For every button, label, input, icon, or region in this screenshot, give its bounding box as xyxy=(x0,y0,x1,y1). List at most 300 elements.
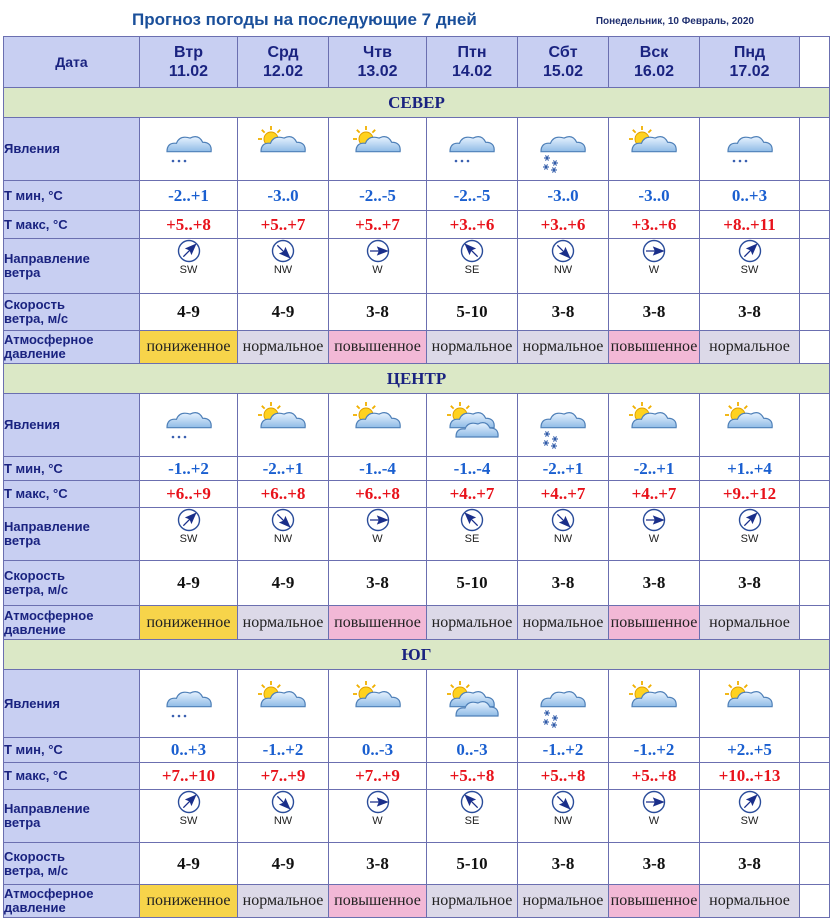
phenomena-cell xyxy=(700,118,800,181)
wind-speed-value: 3-8 xyxy=(329,561,427,606)
phenomena-cell xyxy=(329,670,427,738)
wind-direction-text: SW xyxy=(740,815,759,827)
wind-arrow-icon xyxy=(271,242,295,259)
tmin-label xyxy=(4,181,140,211)
tmax-row xyxy=(4,763,830,790)
wind-speed-value: 4-9 xyxy=(140,561,238,606)
phenomena-cell xyxy=(609,670,700,738)
tmax-row xyxy=(4,211,830,239)
phenomena-row xyxy=(4,394,830,457)
day-date: 15.02 xyxy=(542,63,584,80)
phenomena-cell xyxy=(427,394,518,457)
wind-direction-cell xyxy=(700,239,800,294)
cloud-light-snow-icon xyxy=(442,140,502,157)
cloud-snow-icon xyxy=(533,695,593,712)
pressure-badge: нормальное xyxy=(518,606,609,640)
tmax-value: +7..+9 xyxy=(329,763,427,790)
day-date: 12.02 xyxy=(262,63,304,80)
wind-direction-cell xyxy=(140,239,238,294)
pressure-label-line: Атмосферное xyxy=(4,332,94,347)
phenomena-cell xyxy=(140,118,238,181)
wind-speed-label-line: ветра, м/с xyxy=(4,862,69,878)
partly-cloudy-icon xyxy=(624,140,684,157)
tmin-value: -2..-5 xyxy=(329,181,427,211)
wind-arrow-icon xyxy=(177,793,201,810)
pressure-badge: нормальное xyxy=(700,331,800,364)
tmin-value: -1..+2 xyxy=(518,738,609,763)
tmin-value: -1..-4 xyxy=(329,457,427,481)
tmin-row xyxy=(4,457,830,481)
region-name: ЦЕНТР xyxy=(4,364,830,394)
wind-speed-value: 4-9 xyxy=(140,294,238,331)
pressure-badge: нормальное xyxy=(238,331,329,364)
wind-direction-label-line: ветра xyxy=(4,265,41,280)
wind-direction-cell xyxy=(518,508,609,561)
pressure-badge: повышенное xyxy=(609,331,700,364)
phenomena-cell xyxy=(700,394,800,457)
tmax-value: +5..+8 xyxy=(427,763,518,790)
wind-speed-value: 3-8 xyxy=(518,843,609,885)
pressure-badge: повышенное xyxy=(329,885,427,918)
pressure-badge: нормальное xyxy=(700,885,800,918)
tmax-value: +7..+10 xyxy=(140,763,238,790)
phenomena-label xyxy=(4,670,140,738)
pressure-label-line: давление xyxy=(4,621,66,637)
tmin-label-line: Т мин, °С xyxy=(4,742,63,757)
pressure-badge: нормальное xyxy=(427,885,518,918)
tmax-label xyxy=(4,763,140,790)
tmax-row xyxy=(4,481,830,508)
wind-direction-text: W xyxy=(648,815,660,827)
phenomena-cell xyxy=(238,118,329,181)
wind-direction-label xyxy=(4,790,140,843)
wind-direction-text: NW xyxy=(553,533,573,545)
wind-direction-text: W xyxy=(372,533,383,545)
partly-cloudy-icon xyxy=(348,140,408,157)
tmax-value: +3..+6 xyxy=(609,211,700,239)
wind-speed-value: 3-8 xyxy=(609,294,700,331)
wind-direction-text: SE xyxy=(464,533,480,545)
cloud-light-snow-icon xyxy=(159,416,219,433)
wind-direction-cell xyxy=(700,790,800,843)
pressure-badge: нормальное xyxy=(518,885,609,918)
day-weekday: Птн xyxy=(457,44,487,61)
wind-direction-cell xyxy=(329,790,427,843)
wind-direction-cell xyxy=(238,790,329,843)
tmax-value: +4..+7 xyxy=(518,481,609,508)
day-weekday: Срд xyxy=(267,44,299,61)
wind-direction-cell xyxy=(518,790,609,843)
phenomena-label xyxy=(4,394,140,457)
tmax-value: +5..+8 xyxy=(609,763,700,790)
tmin-label xyxy=(4,457,140,481)
day-weekday: Сбт xyxy=(548,44,578,61)
wind-direction-text: W xyxy=(372,815,383,827)
pressure-label xyxy=(4,331,140,364)
pressure-badge: пониженное xyxy=(140,331,238,364)
cloud-snow-icon xyxy=(533,140,593,157)
tmin-value: -3..0 xyxy=(609,181,700,211)
partly-cloudy-icon xyxy=(624,416,684,433)
wind-arrow-icon xyxy=(642,793,666,810)
wind-direction-cell xyxy=(609,790,700,843)
wind-speed-value: 3-8 xyxy=(700,294,800,331)
tmin-value: -1..+2 xyxy=(140,457,238,481)
wind-direction-cell xyxy=(518,239,609,294)
wind-arrow-icon xyxy=(366,793,390,810)
tmin-value: -1..-4 xyxy=(427,457,518,481)
pressure-badge: пониженное xyxy=(140,885,238,918)
extra-column-cell xyxy=(800,738,830,763)
wind-direction-cell xyxy=(329,239,427,294)
wind-arrow-icon xyxy=(551,511,575,528)
day-header xyxy=(427,37,518,88)
wind-direction-text: SW xyxy=(740,264,759,276)
extra-column-cell xyxy=(800,239,830,294)
day-date: 16.02 xyxy=(633,63,675,80)
partly-cloudy-icon xyxy=(253,695,313,712)
partly-cloudy-icon xyxy=(720,416,780,433)
wind-arrow-icon xyxy=(460,242,484,259)
pressure-badge: нормальное xyxy=(427,606,518,640)
wind-direction-text: SW xyxy=(179,264,198,276)
wind-direction-cell xyxy=(427,239,518,294)
extra-column-cell xyxy=(800,294,830,331)
extra-column-cell xyxy=(800,606,830,640)
phenomena-label-line: Явления xyxy=(4,141,60,156)
wind-direction-text: W xyxy=(648,264,660,276)
tmin-value: -1..+2 xyxy=(609,738,700,763)
partly-cloudy-icon xyxy=(348,416,408,433)
wind-arrow-icon xyxy=(551,242,575,259)
phenomena-label-line: Явления xyxy=(4,417,60,432)
tmax-label-line: Т макс, °С xyxy=(4,216,68,232)
wind-speed-label xyxy=(4,294,140,331)
wind-speed-row xyxy=(4,843,830,885)
wind-direction-text: SW xyxy=(179,815,198,827)
day-header xyxy=(238,37,329,88)
phenomena-cell xyxy=(238,670,329,738)
wind-direction-text: SW xyxy=(740,533,759,545)
wind-speed-value: 5-10 xyxy=(427,843,518,885)
day-header xyxy=(609,37,700,88)
phenomena-cell xyxy=(329,394,427,457)
wind-direction-label-line: Направление xyxy=(4,801,90,816)
phenomena-cell xyxy=(427,118,518,181)
tmin-label xyxy=(4,738,140,763)
wind-speed-label-line: Скорость xyxy=(4,568,65,583)
phenomena-cell xyxy=(427,670,518,738)
tmin-value: -2..+1 xyxy=(238,457,329,481)
partly-cloudy-icon xyxy=(348,695,408,712)
phenomena-cell xyxy=(518,394,609,457)
wind-arrow-icon xyxy=(738,793,762,810)
wind-direction-cell xyxy=(700,508,800,561)
region-name: СЕВЕР xyxy=(4,88,830,118)
day-header xyxy=(329,37,427,88)
wind-direction-cell xyxy=(238,508,329,561)
extra-column-cell xyxy=(800,37,830,88)
extra-column-cell xyxy=(800,843,830,885)
phenomena-cell xyxy=(609,394,700,457)
extra-column-cell xyxy=(800,763,830,790)
day-date: 11.02 xyxy=(168,63,209,80)
wind-arrow-icon xyxy=(642,242,666,259)
cloud-light-snow-icon xyxy=(159,695,219,712)
tmin-value: -2..+1 xyxy=(518,457,609,481)
wind-speed-value: 3-8 xyxy=(518,294,609,331)
pressure-badge: повышенное xyxy=(329,331,427,364)
tmin-value: -2..+1 xyxy=(140,181,238,211)
pressure-badge: нормальное xyxy=(700,606,800,640)
wind-arrow-icon xyxy=(460,511,484,528)
tmax-value: +5..+7 xyxy=(238,211,329,239)
wind-direction-text: NW xyxy=(553,815,573,827)
phenomena-label-line: Явления xyxy=(4,695,60,711)
wind-direction-label-line: ветра xyxy=(4,533,41,548)
wind-direction-text: NW xyxy=(273,815,293,827)
phenomena-cell xyxy=(518,670,609,738)
phenomena-row xyxy=(4,670,830,738)
wind-arrow-icon xyxy=(366,511,390,528)
tmax-value: +7..+9 xyxy=(238,763,329,790)
phenomena-row xyxy=(4,118,830,181)
cloud-snow-icon xyxy=(533,416,593,433)
extra-column-cell xyxy=(800,670,830,738)
day-date: 14.02 xyxy=(451,63,493,80)
wind-direction-cell xyxy=(609,239,700,294)
wind-speed-value: 3-8 xyxy=(329,843,427,885)
wind-speed-label xyxy=(4,561,140,606)
day-weekday: Вск xyxy=(639,44,669,61)
wind-direction-cell xyxy=(427,508,518,561)
wind-speed-value: 5-10 xyxy=(427,561,518,606)
sun-cloud-overcast-icon xyxy=(442,416,502,433)
pressure-badge: нормальное xyxy=(238,885,329,918)
wind-arrow-icon xyxy=(271,511,295,528)
wind-speed-label-line: ветра, м/с xyxy=(4,582,69,597)
extra-column-cell xyxy=(800,790,830,843)
wind-arrow-icon xyxy=(642,511,666,528)
wind-direction-text: NW xyxy=(273,533,293,545)
tmax-value: +5..+8 xyxy=(518,763,609,790)
tmax-label-line: Т макс, °С xyxy=(4,768,68,783)
forecast-table xyxy=(3,36,830,918)
day-weekday: Пнд xyxy=(733,44,766,61)
pressure-badge: нормальное xyxy=(238,606,329,640)
pressure-label-line: давление xyxy=(4,346,66,361)
pressure-row xyxy=(4,885,830,918)
tmax-value: +4..+7 xyxy=(427,481,518,508)
tmax-value: +5..+8 xyxy=(140,211,238,239)
wind-direction-text: W xyxy=(372,264,383,276)
wind-direction-cell xyxy=(427,790,518,843)
wind-speed-row xyxy=(4,294,830,331)
phenomena-label xyxy=(4,118,140,181)
sun-cloud-overcast-icon xyxy=(442,695,502,712)
tmax-value: +3..+6 xyxy=(518,211,609,239)
wind-arrow-icon xyxy=(738,511,762,528)
tmax-value: +4..+7 xyxy=(609,481,700,508)
wind-direction-label xyxy=(4,239,140,294)
wind-arrow-icon xyxy=(738,242,762,259)
wind-speed-value: 3-8 xyxy=(329,294,427,331)
wind-direction-label-line: Направление xyxy=(4,519,90,534)
wind-direction-cell xyxy=(140,508,238,561)
wind-direction-row xyxy=(4,790,830,843)
wind-speed-label xyxy=(4,843,140,885)
wind-direction-text: W xyxy=(648,533,660,545)
pressure-badge: повышенное xyxy=(609,606,700,640)
wind-direction-text: SE xyxy=(464,815,480,827)
cloudy-sunny-icon xyxy=(624,695,684,712)
region-section-row xyxy=(4,88,830,118)
page-title: Прогноз погоды на последующие 7 дней xyxy=(132,10,477,29)
tmax-value: +9..+12 xyxy=(700,481,800,508)
tmin-value: +2..+5 xyxy=(700,738,800,763)
pressure-row xyxy=(4,606,830,640)
tmax-value: +6..+8 xyxy=(329,481,427,508)
wind-arrow-icon xyxy=(177,242,201,259)
wind-direction-text: SW xyxy=(179,533,198,545)
partly-cloudy-icon xyxy=(253,140,313,157)
wind-direction-row xyxy=(4,508,830,561)
extra-column-cell xyxy=(800,481,830,508)
wind-arrow-icon xyxy=(551,793,575,810)
tmax-label xyxy=(4,211,140,239)
tmin-row xyxy=(4,738,830,763)
phenomena-cell xyxy=(700,670,800,738)
wind-direction-text: SE xyxy=(464,264,480,276)
wind-direction-cell xyxy=(140,790,238,843)
tmin-value: -3..0 xyxy=(238,181,329,211)
tmin-value: -2..+1 xyxy=(609,457,700,481)
tmin-value: +1..+4 xyxy=(700,457,800,481)
wind-direction-text: NW xyxy=(273,264,293,276)
tmax-value: +3..+6 xyxy=(427,211,518,239)
tmin-label-line: Т мин, °С xyxy=(4,187,63,203)
wind-speed-value: 3-8 xyxy=(700,561,800,606)
wind-direction-label-line: Направление xyxy=(4,251,90,266)
partly-cloudy-icon xyxy=(253,416,313,433)
wind-speed-label-line: ветра, м/с xyxy=(4,311,69,326)
wind-direction-cell xyxy=(238,239,329,294)
pressure-label xyxy=(4,885,140,918)
wind-direction-row xyxy=(4,239,830,294)
pressure-row xyxy=(4,331,830,364)
wind-speed-value: 4-9 xyxy=(238,294,329,331)
header-date-label: Дата xyxy=(4,37,140,88)
phenomena-cell xyxy=(518,118,609,181)
phenomena-cell xyxy=(329,118,427,181)
extra-column-cell xyxy=(800,561,830,606)
pressure-badge: повышенное xyxy=(609,885,700,918)
phenomena-cell xyxy=(238,394,329,457)
wind-direction-cell xyxy=(609,508,700,561)
tmax-value: +5..+7 xyxy=(329,211,427,239)
wind-speed-value: 3-8 xyxy=(609,843,700,885)
wind-arrow-icon xyxy=(366,242,390,259)
tmin-value: 0..+3 xyxy=(140,738,238,763)
wind-speed-value: 3-8 xyxy=(700,843,800,885)
extra-column-cell xyxy=(800,181,830,211)
pressure-badge: нормальное xyxy=(427,331,518,364)
tmax-value: +6..+8 xyxy=(238,481,329,508)
pressure-label-line: Атмосферное xyxy=(4,886,94,901)
wind-speed-value: 5-10 xyxy=(427,294,518,331)
tmin-value: -2..-5 xyxy=(427,181,518,211)
wind-arrow-icon xyxy=(177,511,201,528)
tmax-value: +6..+9 xyxy=(140,481,238,508)
wind-speed-value: 3-8 xyxy=(609,561,700,606)
extra-column-cell xyxy=(800,457,830,481)
extra-column-cell xyxy=(800,885,830,918)
wind-speed-label-line: Скорость xyxy=(4,848,65,864)
pressure-label-line: давление xyxy=(4,900,66,915)
day-header xyxy=(140,37,238,88)
pressure-badge: нормальное xyxy=(518,331,609,364)
pressure-badge: пониженное xyxy=(140,606,238,640)
tmin-row xyxy=(4,181,830,211)
tmax-value: +10..+13 xyxy=(700,763,800,790)
wind-direction-text: NW xyxy=(553,264,573,276)
tmax-label xyxy=(4,481,140,508)
wind-direction-label-line: ветра xyxy=(4,815,41,830)
tmin-value: 0..-3 xyxy=(427,738,518,763)
cloud-light-snow-icon xyxy=(720,140,780,157)
day-header xyxy=(518,37,609,88)
tmin-value: 0..-3 xyxy=(329,738,427,763)
day-date: 17.02 xyxy=(729,63,770,80)
partly-cloudy-icon xyxy=(720,695,780,712)
region-section-row xyxy=(4,364,830,394)
header-row xyxy=(4,37,830,88)
wind-speed-row xyxy=(4,561,830,606)
phenomena-cell xyxy=(140,394,238,457)
pressure-badge: повышенное xyxy=(329,606,427,640)
wind-speed-value: 3-8 xyxy=(518,561,609,606)
region-section-row xyxy=(4,640,830,670)
day-date: 13.02 xyxy=(357,63,398,80)
phenomena-cell xyxy=(140,670,238,738)
region-name: ЮГ xyxy=(4,640,830,670)
day-weekday: Втр xyxy=(174,44,203,61)
extra-column-cell xyxy=(800,118,830,181)
extra-column-cell xyxy=(800,394,830,457)
wind-arrow-icon xyxy=(460,793,484,810)
extra-column-cell xyxy=(800,508,830,561)
tmax-label-line: Т макс, °С xyxy=(4,486,68,501)
wind-arrow-icon xyxy=(271,793,295,810)
tmin-label-line: Т мин, °С xyxy=(4,460,63,476)
phenomena-cell xyxy=(609,118,700,181)
day-header xyxy=(700,37,800,88)
tmin-value: -3..0 xyxy=(518,181,609,211)
extra-column-cell xyxy=(800,331,830,364)
tmax-value: +8..+11 xyxy=(700,211,800,239)
tmin-value: -1..+2 xyxy=(238,738,329,763)
pressure-label-line: Атмосферное xyxy=(4,607,94,623)
wind-speed-value: 4-9 xyxy=(238,561,329,606)
wind-speed-value: 4-9 xyxy=(238,843,329,885)
wind-direction-cell xyxy=(329,508,427,561)
extra-column-cell xyxy=(800,211,830,239)
wind-speed-label-line: Скорость xyxy=(4,297,65,312)
day-weekday: Чтв xyxy=(363,44,392,61)
title-bar xyxy=(0,0,800,36)
tmin-value: 0..+3 xyxy=(700,181,800,211)
wind-direction-label xyxy=(4,508,140,561)
